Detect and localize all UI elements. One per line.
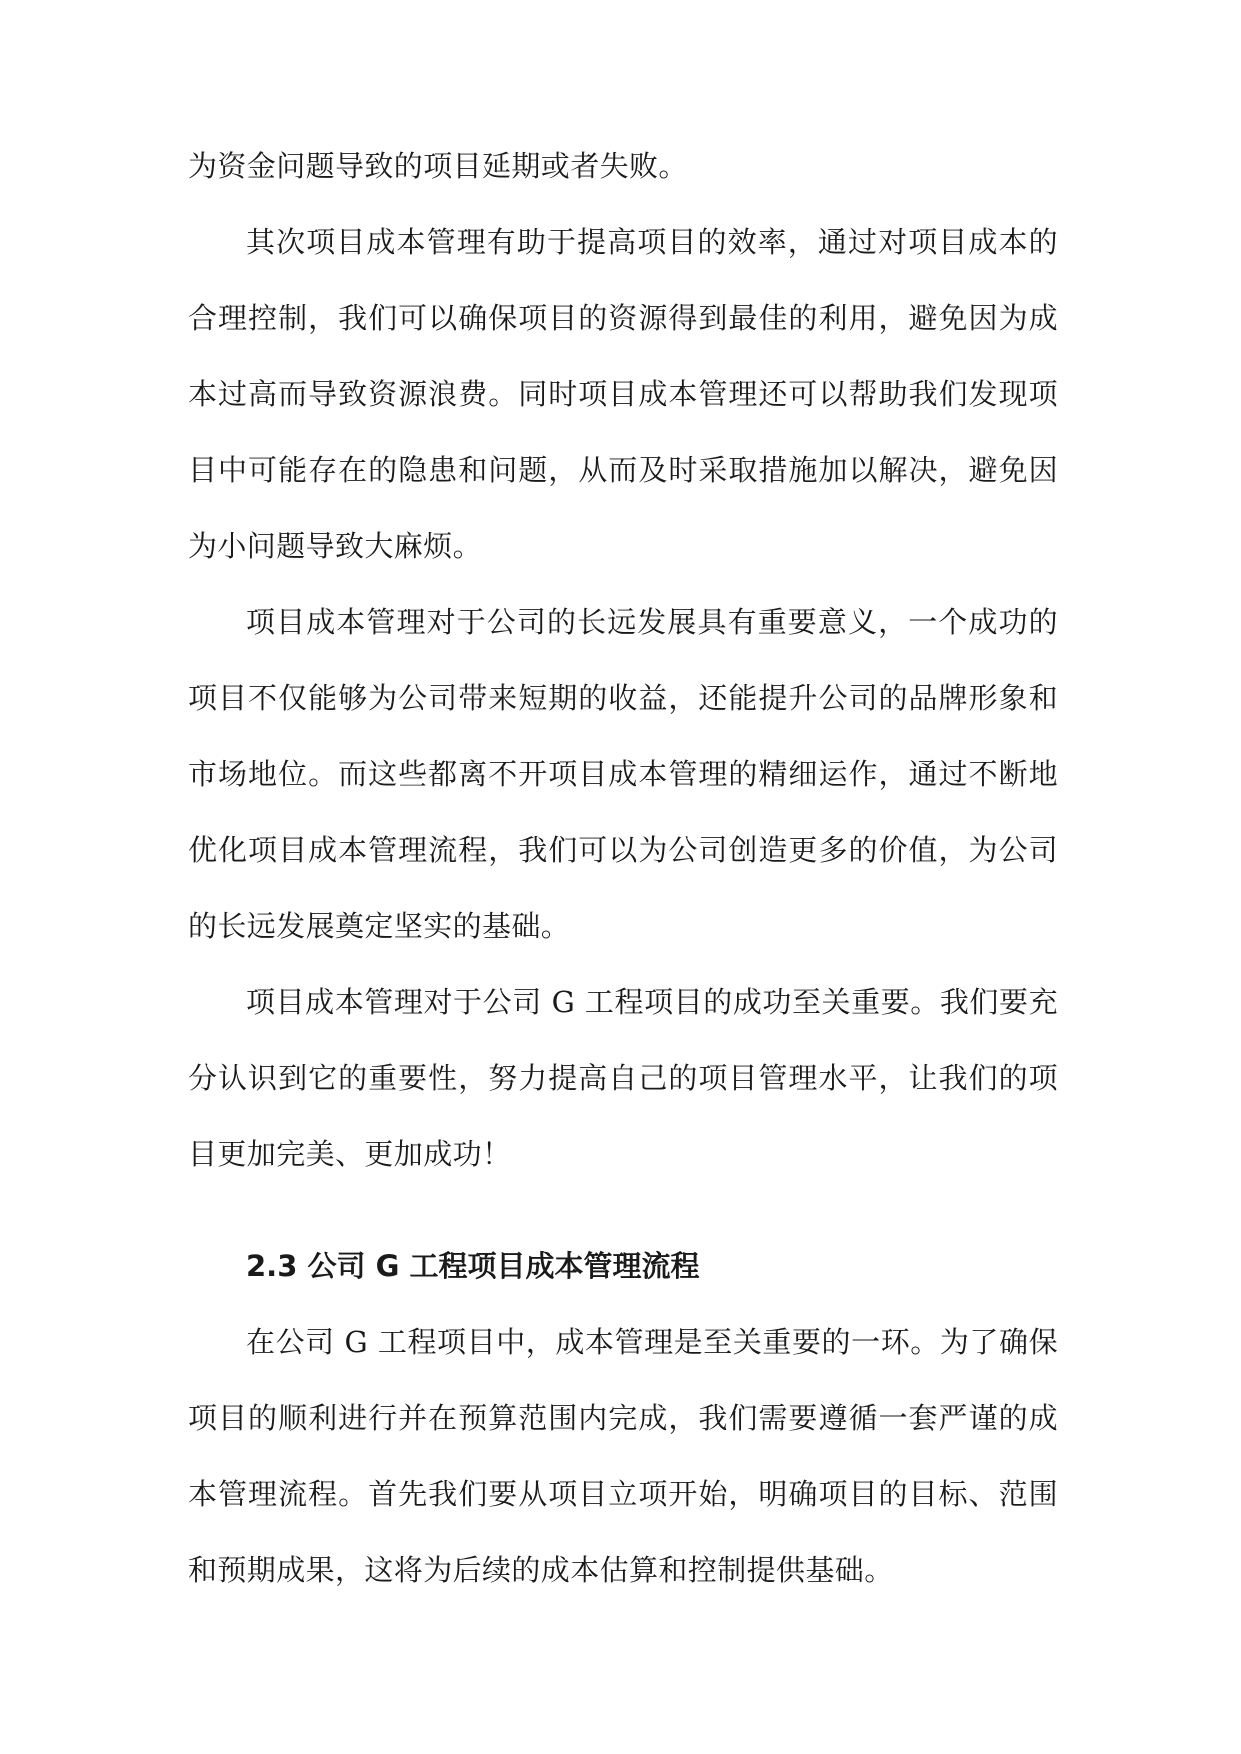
paragraph-continuation: 为资金问题导致的项目延期或者失败。 (188, 149, 688, 183)
section-heading: 2.3 公司 G 工程项目成本管理流程 (246, 1249, 700, 1283)
paragraph-efficiency: 其次项目成本管理有助于提高项目的效率，通过对项目成本的合理控制，我们可以确保项目的资源得到最佳的利用，避免因为成本过高而导致资源浪费。同时项目成本管理还可以帮助我们发现项目中可能存在的隐患和问题，从而及时采取措施加以解决，避免因为小问题导致大麻烦。 (188, 225, 1058, 563)
paragraph-cost-process-intro: 在公司 G 工程项目中，成本管理是至关重要的一环。为了确保项目的顺利进行并在预算范围内完成，我们需要遵循一套严谨的成本管理流程。首先我们要从项目立项开始，明确项目的目标、范围和预期成果，这将为后续的成本估算和控制提供基础。 (188, 1325, 1058, 1587)
document-page (188, 128, 1058, 1608)
paragraph-long-term-development: 项目成本管理对于公司的长远发展具有重要意义，一个成功的项目不仅能够为公司带来短期的收益，还能提升公司的品牌形象和市场地位。而这些都离不开项目成本管理的精细运作，通过不断地优化项目成本管理流程，我们可以为公司创造更多的价值，为公司的长远发展奠定坚实的基础。 (188, 605, 1058, 943)
paragraph-conclusion: 项目成本管理对于公司 G 工程项目的成功至关重要。我们要充分认识到它的重要性，努力提高自己的项目管理水平，让我们的项目更加完美、更加成功！ (188, 985, 1058, 1171)
